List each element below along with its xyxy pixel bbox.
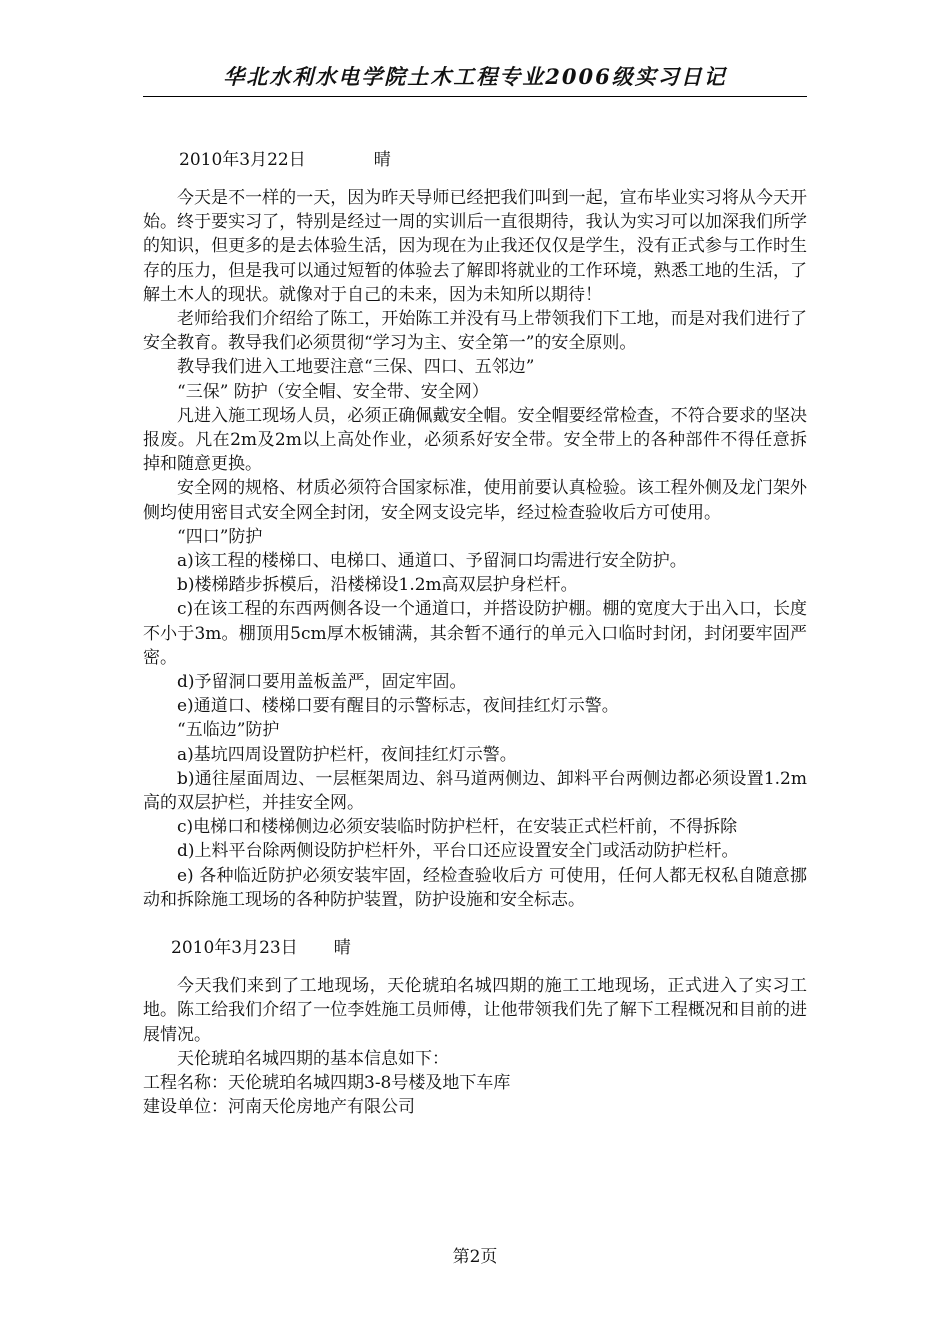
section-heading: “四口”防护 (177, 526, 263, 547)
info-line: 工程名称：天伦琥珀名城四期3-8号楼及地下车库 (143, 1072, 511, 1093)
document-body (143, 148, 807, 1119)
paragraph: 天伦琥珀名城四期的基本信息如下： (177, 1048, 449, 1069)
list-item: c)在该工程的东西两侧各设一个通道口，并搭设防护棚。棚的宽度大于出入口，长度不小于3m。棚顶用5cm厚木板铺满，其余暂不通行的单元入口临时封闭，封闭要牢固严密。 (143, 599, 807, 668)
list-item: e) 各种临近防护必须安装牢固，经检查验收后方 可使用，任何人都无权私自随意挪动和拆除施工现场的各种防护装置，防护设施和安全标志。 (143, 865, 807, 910)
page-number: 第2页 (452, 1247, 498, 1267)
list-item: d)上料平台除两侧设防护栏杆外，平台口还应设置安全门或活动防护栏杆。 (177, 841, 739, 862)
page-header (143, 62, 807, 97)
paragraph: 教导我们进入工地要注意“三保、四口、五邻边” (177, 357, 535, 378)
paragraph: 今天是不一样的一天，因为昨天导师已经把我们叫到一起，宣布毕业实习将从今天开始。终于要实习了，特别是经过一周的实训后一直很期待，我认为实习可以加深我们所学的知识，但更多的是去体验生活，因为现在为止我还仅仅是学生，没有正式参与工作时生存的压力，但是我可以通过短暂的体验去了解即将就业的工作环境，熟悉工地的生活，了解土木人的现状。就像对于自己的未来，因为未知所以期待！ (143, 188, 807, 305)
entry-date-line (143, 148, 807, 174)
section-heading: “三保” 防护（安全帽、安全带、安全网） (177, 381, 489, 402)
entry-date: 2010年3月23日 (171, 938, 298, 959)
paragraph: 今天我们来到了工地现场，天伦琥珀名城四期的施工工地现场，正式进入了实习工地。陈工给我们介绍了一位李姓施工员师傅，让他带领我们先了解下工程概况和目前的进展情况。 (143, 976, 807, 1045)
info-line: 建设单位：河南天伦房地产有限公司 (143, 1097, 415, 1118)
entry-date: 2010年3月22日 (179, 150, 306, 170)
header-title: 华北水利水电学院土木工程专业2006级实习日记 (223, 64, 727, 89)
entry-weather: 晴 (373, 150, 391, 170)
paragraph: 安全网的规格、材质必须符合国家标准，使用前要认真检验。该工程外侧及龙门架外侧均使用密目式安全网全封闭，安全网支设完毕，经过检查验收后方可使用。 (143, 478, 807, 523)
list-item: e)通道口、楼梯口要有醒目的示警标志，夜间挂红灯示警。 (177, 696, 619, 717)
list-item: a)该工程的楼梯口、电梯口、通道口、予留洞口均需进行安全防护。 (177, 551, 687, 572)
paragraph: 老师给我们介绍给了陈工，开始陈工并没有马上带领我们下工地，而是对我们进行了安全教育。教导我们必须贯彻“学习为主、安全第一”的安全原则。 (143, 309, 807, 354)
paragraph: 凡进入施工现场人员，必须正确佩戴安全帽。安全帽要经常检查，不符合要求的坚决报废。凡在2m及2m以上高处作业，必须系好安全带。安全带上的各种部件不得任意拆掉和随意更换。 (143, 405, 807, 475)
entry-weather: 晴 (333, 938, 351, 959)
list-item: b)楼梯踏步拆模后，沿楼梯设1.2m高双层护身栏杆。 (177, 575, 578, 596)
section-heading: “五临边”防护 (177, 720, 280, 741)
list-item: b)通往屋面周边、一层框架周边、斜马道两侧边、卸料平台两侧边都必须设置1.2m高的双层护栏，并挂安全网。 (143, 768, 807, 814)
list-item: d)予留洞口要用盖板盖严，固定牢固。 (177, 672, 467, 693)
list-item: c)电梯口和楼梯侧边必须安装临时防护栏杆，在安装正式栏杆前，不得拆除 (177, 817, 738, 838)
list-item: a)基坑四周设置防护栏杆，夜间挂红灯示警。 (177, 744, 517, 765)
entry-date-line (143, 936, 807, 962)
